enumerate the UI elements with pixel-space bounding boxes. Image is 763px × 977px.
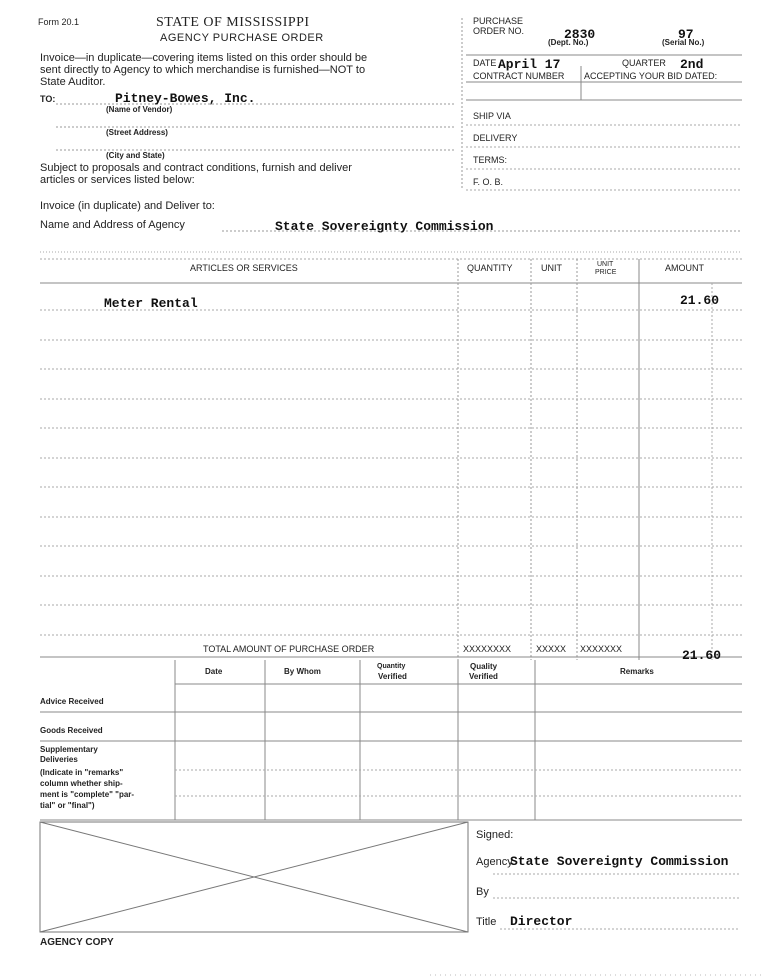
street-address-label: (Street Address) bbox=[106, 128, 168, 137]
delivery-label: DELIVERY bbox=[473, 133, 518, 143]
total-x-unit: XXXXX bbox=[536, 644, 567, 654]
vendor-name: Pitney-Bowes, Inc. bbox=[115, 91, 256, 106]
remarks-note-4: tial" or "final") bbox=[40, 801, 95, 810]
terms-label: TERMS: bbox=[473, 155, 508, 165]
vendor-name-label: (Name of Vendor) bbox=[106, 105, 173, 114]
quarter-label: QUARTER bbox=[622, 58, 666, 68]
remarks-note-2: column whether ship- bbox=[40, 779, 123, 788]
item-description: Meter Rental bbox=[104, 296, 198, 311]
total-x-price: XXXXXXX bbox=[580, 644, 623, 654]
col-quality-verified-2: Verified bbox=[469, 672, 498, 681]
signature-by-label: By bbox=[476, 886, 489, 898]
total-label: TOTAL AMOUNT OF PURCHASE ORDER bbox=[203, 644, 375, 654]
subject-line-1: Subject to proposals and contract conditions, furnish and deliver bbox=[40, 162, 352, 174]
signed-label: Signed: bbox=[476, 829, 514, 841]
col-unit: UNIT bbox=[541, 263, 562, 273]
form-title: AGENCY PURCHASE ORDER bbox=[160, 32, 324, 44]
invoice-deliver-label: Invoice (in duplicate) and Deliver to: bbox=[40, 200, 215, 212]
total-amount: 21.60 bbox=[682, 648, 722, 663]
col-quantity: QUANTITY bbox=[467, 263, 513, 273]
form-number: Form 20.1 bbox=[38, 17, 80, 27]
invoice-note-1: Invoice—in duplicate—covering items listed on this order should be bbox=[40, 52, 368, 64]
col-remarks: Remarks bbox=[620, 667, 654, 676]
state-title: STATE OF MISSISSIPPI bbox=[156, 15, 310, 30]
serial-number: 97 bbox=[678, 27, 694, 42]
date-value: April 17 bbox=[498, 57, 561, 72]
remarks-note-1: (Indicate in "remarks" bbox=[40, 768, 124, 777]
item-amount: 21.60 bbox=[680, 293, 720, 308]
col-quantity-verified-2: Verified bbox=[378, 672, 407, 681]
col-unit-price-2: PRICE bbox=[595, 269, 617, 276]
date-label: DATE bbox=[473, 58, 497, 68]
total-x-quantity: XXXXXXXX bbox=[463, 644, 512, 654]
serial-label: (Serial No.) bbox=[662, 38, 705, 47]
po-label-2: ORDER NO. bbox=[473, 26, 525, 36]
agency-name-value: State Sovereignty Commission bbox=[275, 219, 494, 234]
col-unit-price-1: UNIT bbox=[597, 261, 614, 268]
row-supplementary-2: Deliveries bbox=[40, 755, 78, 764]
dept-number: 2830 bbox=[564, 27, 596, 42]
to-label: TO: bbox=[40, 94, 56, 104]
col-articles-services: ARTICLES OR SERVICES bbox=[190, 263, 298, 273]
col-by-whom: By Whom bbox=[284, 667, 321, 676]
col-quality-verified-1: Quality bbox=[470, 662, 498, 671]
col-amount: AMOUNT bbox=[665, 263, 704, 273]
dept-label: (Dept. No.) bbox=[548, 38, 589, 47]
signature-title-label: Title bbox=[476, 916, 497, 928]
signature-title-value: Director bbox=[510, 914, 573, 929]
city-state-label: (City and State) bbox=[106, 151, 165, 160]
quarter-value: 2nd bbox=[680, 57, 704, 72]
row-supplementary-1: Supplementary bbox=[40, 745, 98, 754]
row-advice-received: Advice Received bbox=[40, 697, 104, 706]
agency-name-label: Name and Address of Agency bbox=[40, 219, 185, 231]
signature-agency-value: State Sovereignty Commission bbox=[510, 854, 729, 869]
subject-line-2: articles or services listed below: bbox=[40, 174, 195, 186]
ship-via-label: SHIP VIA bbox=[473, 111, 511, 121]
contract-number-label: CONTRACT NUMBER bbox=[473, 71, 565, 81]
fob-label: F. O. B. bbox=[473, 177, 504, 187]
po-label-1: PURCHASE bbox=[473, 16, 524, 26]
invoice-note-2: sent directly to Agency to which merchandise is furnished—NOT to bbox=[40, 64, 366, 76]
row-goods-received: Goods Received bbox=[40, 726, 103, 735]
agency-copy-label: AGENCY COPY bbox=[40, 937, 114, 948]
accepting-bid-label: ACCEPTING YOUR BID DATED: bbox=[584, 71, 718, 81]
invoice-note-3: State Auditor. bbox=[40, 76, 106, 88]
signature-agency-label: Agency bbox=[476, 856, 513, 868]
remarks-note-3: ment is "complete" "par- bbox=[40, 790, 135, 799]
col-date: Date bbox=[205, 667, 223, 676]
col-quantity-verified-1: Quantity bbox=[377, 663, 406, 670]
